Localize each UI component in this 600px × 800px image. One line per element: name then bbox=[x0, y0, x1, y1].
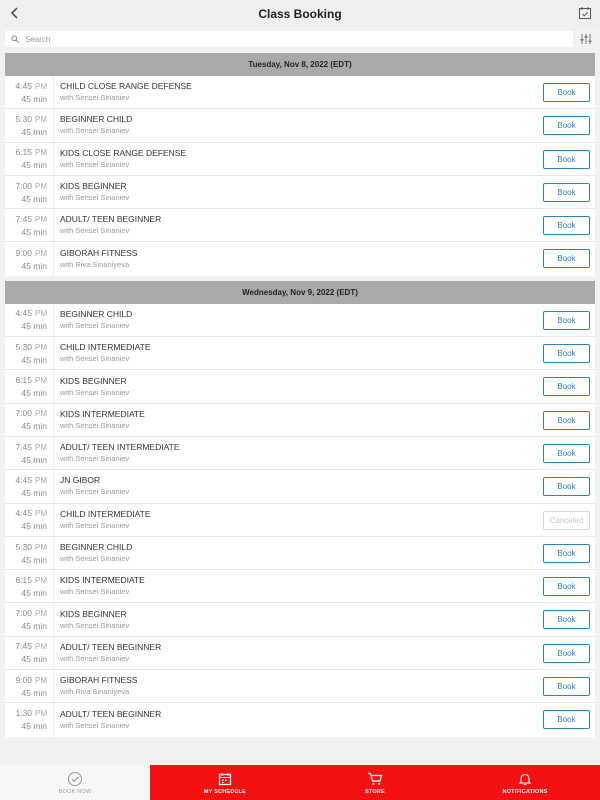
class-instructor: with Sensei Sinaniev bbox=[60, 226, 130, 236]
class-time: 7:00 bbox=[15, 180, 32, 191]
class-name: JN GIBOR bbox=[60, 475, 101, 486]
book-button[interactable]: Book bbox=[543, 377, 590, 396]
day-section bbox=[5, 281, 595, 737]
book-button[interactable]: Book bbox=[543, 610, 590, 629]
class-instructor: with Sensei Sinaniev bbox=[60, 454, 130, 464]
class-info bbox=[60, 181, 595, 203]
book-button[interactable]: Book bbox=[543, 83, 590, 102]
class-info bbox=[60, 509, 595, 531]
class-ampm: PM bbox=[35, 148, 47, 158]
time-column bbox=[5, 607, 53, 632]
class-row bbox=[5, 242, 595, 275]
search-box[interactable] bbox=[5, 31, 573, 47]
class-duration: 45 min bbox=[21, 260, 47, 271]
class-time: 1:30 bbox=[15, 708, 32, 719]
divider bbox=[53, 637, 54, 669]
day-header: Wednesday, Nov 9, 2022 (EDT) bbox=[5, 281, 595, 304]
class-name: ADULT/ TEEN BEGINNER bbox=[60, 708, 162, 719]
class-info bbox=[60, 642, 595, 664]
class-ampm: PM bbox=[35, 181, 47, 191]
class-ampm: PM bbox=[35, 114, 47, 124]
class-duration: 45 min bbox=[21, 126, 47, 137]
book-button[interactable]: Book bbox=[543, 677, 590, 696]
class-info bbox=[60, 309, 595, 331]
divider bbox=[53, 404, 54, 436]
divider bbox=[53, 670, 54, 702]
class-name: KIDS BEGINNER bbox=[60, 375, 127, 386]
class-duration: 45 min bbox=[21, 454, 47, 465]
divider bbox=[53, 109, 54, 141]
divider bbox=[53, 504, 54, 536]
class-duration: 45 min bbox=[21, 554, 47, 565]
class-instructor: with Sensei Sinaniev bbox=[60, 93, 130, 103]
class-row bbox=[5, 637, 595, 670]
class-duration: 45 min bbox=[21, 226, 47, 237]
class-row bbox=[5, 437, 595, 470]
class-ampm: PM bbox=[35, 309, 47, 319]
class-ampm: PM bbox=[35, 442, 47, 452]
book-button[interactable]: Book bbox=[543, 249, 590, 268]
class-time: 7:45 bbox=[15, 441, 32, 452]
class-info bbox=[60, 248, 595, 270]
calendar-check-icon bbox=[578, 6, 592, 20]
class-time: 5:30 bbox=[15, 341, 32, 352]
class-ampm: PM bbox=[35, 376, 47, 386]
class-name: CHILD INTERMEDIATE bbox=[60, 342, 151, 353]
book-button[interactable]: Book bbox=[543, 411, 590, 430]
class-ampm: PM bbox=[35, 542, 47, 552]
time-column bbox=[5, 247, 53, 272]
class-name: BEGINNER CHILD bbox=[60, 308, 133, 319]
class-info bbox=[60, 575, 595, 597]
class-duration: 45 min bbox=[21, 93, 47, 104]
class-name: BEGINNER CHILD bbox=[60, 542, 133, 552]
tab-store[interactable] bbox=[300, 765, 450, 800]
class-time: 4:45 bbox=[15, 474, 32, 485]
class-time: 6:15 bbox=[15, 574, 32, 585]
class-info bbox=[60, 675, 595, 697]
book-button[interactable]: Book bbox=[543, 710, 590, 729]
time-column bbox=[5, 674, 53, 699]
time-column bbox=[5, 213, 53, 238]
top-bar bbox=[0, 0, 600, 27]
class-duration: 45 min bbox=[21, 354, 47, 365]
class-duration: 45 min bbox=[21, 160, 47, 171]
class-name: KIDS BEGINNER bbox=[60, 181, 127, 192]
class-time: 5:30 bbox=[15, 113, 32, 124]
class-time: 7:45 bbox=[15, 213, 32, 224]
class-info bbox=[60, 376, 595, 398]
time-column bbox=[5, 640, 53, 665]
search-input[interactable] bbox=[25, 35, 545, 44]
class-ampm: PM bbox=[35, 509, 47, 519]
class-info bbox=[60, 114, 595, 136]
tab-label: MY SCHEDULE bbox=[203, 788, 247, 795]
class-info bbox=[60, 475, 595, 497]
day-section bbox=[5, 53, 595, 276]
class-instructor: with Sensei Sinaniev bbox=[60, 587, 130, 597]
divider bbox=[53, 570, 54, 602]
class-instructor: with Riva Sinaniyeva bbox=[60, 260, 130, 270]
class-ampm: PM bbox=[35, 81, 47, 91]
time-column bbox=[5, 707, 53, 732]
class-duration: 45 min bbox=[21, 621, 47, 632]
back-button[interactable] bbox=[6, 4, 24, 22]
class-time: 7:00 bbox=[15, 408, 32, 419]
class-ampm: PM bbox=[35, 248, 47, 258]
class-name: CHILD CLOSE RANGE DEFENSE bbox=[60, 81, 192, 92]
class-ampm: PM bbox=[35, 342, 47, 352]
cart-icon bbox=[367, 771, 383, 787]
class-time: 6:15 bbox=[15, 375, 32, 386]
time-column bbox=[5, 307, 53, 332]
class-row bbox=[5, 176, 595, 209]
tab-notifications[interactable] bbox=[450, 765, 600, 800]
class-row bbox=[5, 570, 595, 603]
class-name: BEGINNER CHILD bbox=[60, 114, 133, 125]
class-instructor: with Sensei Sinaniev bbox=[60, 420, 130, 430]
divider bbox=[53, 76, 54, 108]
class-row bbox=[5, 404, 595, 437]
class-info bbox=[60, 709, 595, 731]
class-instructor: with Sensei Sinaniev bbox=[60, 554, 130, 563]
class-duration: 45 min bbox=[21, 421, 47, 432]
class-ampm: PM bbox=[35, 609, 47, 619]
search-icon bbox=[5, 35, 25, 43]
class-row bbox=[5, 76, 595, 109]
divider bbox=[53, 304, 54, 336]
filter-button[interactable] bbox=[578, 31, 594, 47]
check-circle-icon bbox=[67, 771, 83, 787]
class-ampm: PM bbox=[35, 575, 47, 585]
class-name: KIDS BEGINNER bbox=[60, 608, 127, 619]
class-ampm: PM bbox=[35, 409, 47, 419]
calendar-icon bbox=[218, 771, 232, 787]
bottom-nav bbox=[0, 765, 600, 800]
class-row bbox=[5, 143, 595, 176]
class-time: 6:15 bbox=[15, 147, 32, 158]
class-ampm: PM bbox=[35, 475, 47, 485]
book-button[interactable]: Book bbox=[543, 344, 590, 363]
divider bbox=[53, 209, 54, 241]
class-info bbox=[60, 609, 595, 631]
class-duration: 45 min bbox=[21, 193, 47, 204]
divider bbox=[53, 337, 54, 369]
tab-label: STORE bbox=[365, 788, 385, 795]
class-time: 9:00 bbox=[15, 674, 32, 685]
divider bbox=[53, 470, 54, 502]
book-button[interactable]: Book bbox=[543, 444, 590, 463]
class-info bbox=[60, 342, 595, 364]
class-row bbox=[5, 670, 595, 703]
book-button[interactable]: Book bbox=[543, 216, 590, 235]
class-ampm: PM bbox=[35, 709, 47, 719]
time-column bbox=[5, 80, 53, 105]
class-instructor: with Riva Sinaniyeva bbox=[60, 687, 130, 697]
book-button[interactable]: Book bbox=[543, 477, 590, 496]
class-row bbox=[5, 304, 595, 337]
time-column bbox=[5, 113, 53, 138]
class-info bbox=[60, 542, 595, 564]
class-name: CHILD INTERMEDIATE bbox=[60, 508, 151, 519]
class-name: KIDS INTERMEDIATE bbox=[60, 575, 145, 586]
divider bbox=[53, 437, 54, 469]
class-duration: 45 min bbox=[21, 388, 47, 399]
class-row bbox=[5, 537, 595, 570]
divider bbox=[53, 370, 54, 402]
time-column bbox=[5, 374, 53, 399]
divider bbox=[53, 143, 54, 175]
class-instructor: with Sensei Sinaniev bbox=[60, 354, 130, 364]
class-name: GIBORAH FITNESS bbox=[60, 675, 138, 686]
class-instructor: with Sensei Sinaniev bbox=[60, 387, 130, 397]
class-row bbox=[5, 109, 595, 142]
class-ampm: PM bbox=[35, 675, 47, 685]
time-column bbox=[5, 474, 53, 499]
divider bbox=[53, 703, 54, 736]
class-duration: 45 min bbox=[21, 521, 47, 532]
tab-label: NOTIFICATIONS bbox=[502, 788, 548, 795]
class-time: 7:45 bbox=[15, 641, 32, 652]
divider bbox=[53, 176, 54, 208]
class-duration: 45 min bbox=[21, 654, 47, 665]
tab-my-schedule[interactable] bbox=[150, 765, 300, 800]
chevron-left-icon bbox=[10, 7, 20, 19]
class-instructor: with Sensei Sinaniev bbox=[60, 520, 130, 530]
tab-book-now[interactable] bbox=[0, 765, 150, 800]
calendar-button[interactable] bbox=[576, 4, 594, 22]
time-column bbox=[5, 541, 53, 566]
time-column bbox=[5, 146, 53, 171]
book-button[interactable]: Book bbox=[543, 644, 590, 663]
divider bbox=[53, 537, 54, 569]
class-row bbox=[5, 337, 595, 370]
class-duration: 45 min bbox=[21, 587, 47, 598]
class-time: 9:00 bbox=[15, 247, 32, 258]
class-row bbox=[5, 603, 595, 636]
time-column bbox=[5, 507, 53, 532]
class-duration: 45 min bbox=[21, 687, 47, 698]
class-time: 7:00 bbox=[15, 608, 32, 619]
class-ampm: PM bbox=[35, 214, 47, 224]
book-button[interactable]: Book bbox=[543, 183, 590, 202]
book-button[interactable]: Book bbox=[543, 150, 590, 169]
sliders-icon bbox=[580, 33, 592, 45]
class-duration: 45 min bbox=[21, 487, 47, 498]
canceled-button[interactable]: Canceled bbox=[543, 511, 590, 530]
class-time: 5:30 bbox=[15, 541, 32, 552]
book-button[interactable]: Book bbox=[543, 311, 590, 330]
time-column bbox=[5, 180, 53, 205]
time-column bbox=[5, 441, 53, 466]
class-info bbox=[60, 442, 595, 464]
time-column bbox=[5, 574, 53, 599]
search-row bbox=[0, 27, 600, 51]
class-info bbox=[60, 81, 595, 103]
time-column bbox=[5, 341, 53, 366]
class-instructor: with Sensei Sinaniev bbox=[60, 653, 130, 663]
class-list bbox=[5, 53, 595, 763]
class-row bbox=[5, 470, 595, 503]
class-instructor: with Sensei Sinaniev bbox=[60, 487, 130, 497]
class-time: 4:45 bbox=[15, 80, 32, 91]
day-header: Tuesday, Nov 8, 2022 (EDT) bbox=[5, 53, 595, 76]
class-ampm: PM bbox=[35, 642, 47, 652]
class-instructor: with Sensei Sinaniev bbox=[60, 620, 130, 630]
class-row bbox=[5, 703, 595, 736]
class-time: 4:45 bbox=[15, 308, 32, 319]
class-duration: 45 min bbox=[21, 721, 47, 732]
class-row bbox=[5, 504, 595, 537]
class-info bbox=[60, 148, 595, 170]
class-duration: 45 min bbox=[21, 321, 47, 332]
book-button[interactable]: Book bbox=[543, 544, 590, 563]
book-button[interactable]: Book bbox=[543, 577, 590, 596]
class-name: ADULT/ TEEN BEGINNER bbox=[60, 641, 162, 652]
class-instructor: with Sensei Sinaniev bbox=[60, 126, 130, 136]
class-row bbox=[5, 209, 595, 242]
tab-label: BOOK NOW bbox=[58, 788, 92, 795]
class-name: KIDS CLOSE RANGE DEFENSE bbox=[60, 147, 187, 158]
class-name: GIBORAH FITNESS bbox=[60, 248, 138, 259]
book-button[interactable]: Book bbox=[543, 116, 590, 135]
divider bbox=[53, 242, 54, 275]
class-instructor: with Sensei Sinaniev bbox=[60, 193, 130, 203]
class-name: ADULT/ TEEN INTERMEDIATE bbox=[60, 442, 180, 453]
time-column bbox=[5, 407, 53, 432]
divider bbox=[53, 603, 54, 635]
class-info bbox=[60, 409, 595, 431]
bell-icon bbox=[518, 771, 532, 787]
class-name: KIDS INTERMEDIATE bbox=[60, 408, 145, 419]
class-info bbox=[60, 214, 595, 236]
class-row bbox=[5, 370, 595, 403]
class-time: 4:45 bbox=[15, 508, 32, 519]
page-title: Class Booking bbox=[258, 6, 342, 21]
class-instructor: with Sensei Sinaniev bbox=[60, 159, 130, 169]
class-name: ADULT/ TEEN BEGINNER bbox=[60, 214, 162, 225]
class-instructor: with Sensei Sinaniev bbox=[60, 720, 130, 730]
class-instructor: with Sensei Sinaniev bbox=[60, 320, 130, 330]
